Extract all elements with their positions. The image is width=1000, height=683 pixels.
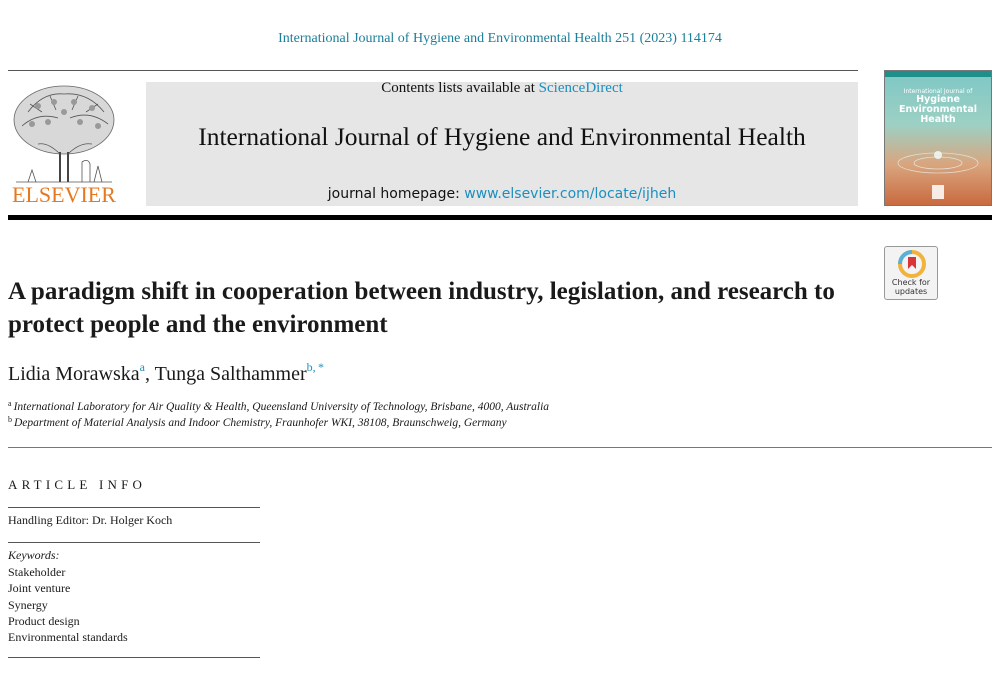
cover-line1: International Journal of bbox=[903, 88, 973, 95]
author-name[interactable]: Tunga Salthammer bbox=[154, 363, 307, 385]
contents-available-line bbox=[146, 80, 858, 97]
check-updates-label[interactable]: Check for updates bbox=[891, 278, 931, 296]
homepage-prefix: journal homepage: bbox=[327, 186, 465, 202]
article-title: A paradigm shift in cooperation between industry, legislation, and research to protect people and the environment bbox=[8, 278, 835, 338]
author-affiliation-mark[interactable]: b, * bbox=[306, 360, 325, 374]
keyword-item: Environmental standards bbox=[8, 630, 128, 645]
journal-citation[interactable]: International Journal of Hygiene and Environmental Health 251 (2023) 114174 bbox=[278, 31, 722, 46]
article-info-rule bbox=[8, 507, 260, 508]
article-info-rule bbox=[8, 542, 260, 543]
article-info-rule bbox=[8, 657, 260, 658]
keyword-item: Product design bbox=[8, 613, 80, 628]
affiliation-mark: b bbox=[8, 415, 12, 424]
keywords-list bbox=[8, 564, 128, 645]
section-divider bbox=[8, 447, 992, 448]
article-info-heading: ARTICLE INFO bbox=[8, 477, 147, 492]
affiliation-mark: a bbox=[8, 399, 12, 408]
affiliation-a bbox=[8, 399, 549, 413]
check-updates-icon bbox=[885, 247, 939, 281]
handling-editor: Handling Editor: Dr. Holger Koch bbox=[8, 513, 173, 527]
header-thick-rule bbox=[8, 215, 992, 220]
author-affiliation-mark[interactable]: a bbox=[139, 360, 145, 374]
author-list: Lidia Morawska$^a$, Tunga Salthammer$^{b, *}$ bbox=[8, 360, 325, 385]
cover-line2: Hygiene bbox=[916, 94, 960, 106]
cover-line3: Environmental Health bbox=[899, 104, 977, 126]
contents-prefix: Contents lists available at bbox=[381, 80, 539, 96]
journal-cover-thumbnail[interactable] bbox=[884, 70, 992, 206]
affiliation-text: Department of Material Analysis and Indoor Chemistry, Fraunhofer WKI, 38108, Braunschweig, Germany bbox=[14, 417, 507, 429]
keyword-item: Stakeholder bbox=[8, 565, 66, 579]
affiliation-text: International Laboratory for Air Quality & Health, Queensland University of Technology, Brisbane, 4000, Australia bbox=[13, 401, 550, 413]
affiliation-b bbox=[8, 415, 507, 429]
homepage-link[interactable]: www.elsevier.com/locate/ijheh bbox=[464, 186, 677, 202]
keyword-item: Synergy bbox=[8, 597, 48, 612]
journal-title: International Journal of Hygiene and Environmental Health bbox=[198, 122, 806, 151]
keywords-label: Keywords: bbox=[8, 548, 60, 562]
keyword-item: Joint venture bbox=[8, 581, 71, 596]
elsevier-wordmark[interactable]: ELSEVIER bbox=[12, 182, 116, 207]
author-name[interactable]: Lidia Morawska bbox=[8, 363, 140, 385]
cover-title bbox=[885, 89, 991, 125]
header-rule bbox=[8, 70, 858, 71]
sciencedirect-link[interactable]: ScienceDirect bbox=[538, 80, 623, 96]
journal-homepage-line bbox=[146, 186, 858, 202]
